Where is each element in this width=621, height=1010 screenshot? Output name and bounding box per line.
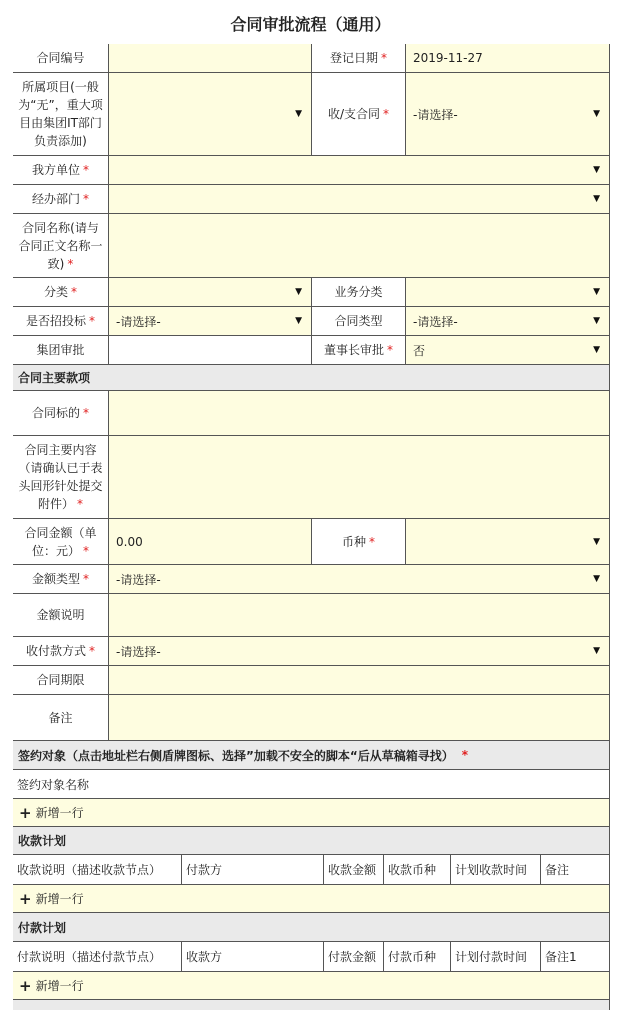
chevron-down-icon: ▼ [593,194,600,204]
contract-name-input[interactable] [109,214,610,278]
reg-date-label: 登记日期 * [312,44,406,73]
contract-no-label: 合同编号 [13,44,109,73]
chevron-down-icon: ▼ [593,165,600,175]
group-approval-label: 集团审批 [13,336,109,365]
group-approval-field[interactable] [109,336,312,365]
content-input[interactable] [109,436,610,519]
dept-select[interactable] [109,185,610,214]
our-unit-label: 我方单位 * [13,156,109,185]
category-select[interactable] [109,278,312,307]
pay-method-select[interactable]: -请选择- ▼ [109,637,610,666]
subject-label: 合同标的 * [13,391,109,436]
receive-header-remark: 备注 [541,855,610,885]
contract-type-label: 合同类型 [312,307,406,336]
section-receive-plan: 收款计划 [13,827,610,855]
chevron-down-icon: ▼ [593,316,600,326]
project-label: 所属项目(一般为“无”，重大项目由集团IT部门负责添加) [13,73,109,156]
contract-name-label: 合同名称(请与合同正文名称一致) * [13,214,109,278]
remark-input[interactable] [109,695,610,741]
pay-header-amount: 付款金额 [324,942,384,972]
amount-note-label: 金额说明 [13,594,109,637]
in-out-select[interactable]: -请选择- ▼ [406,73,610,156]
sign-add-row-button[interactable]: + 新增一行 [13,799,610,827]
pay-header-desc: 付款说明（描述付款节点） [13,942,182,972]
plus-icon: + [19,889,32,908]
amount-note-input[interactable] [109,594,610,637]
subject-input[interactable] [109,391,610,436]
chevron-down-icon: ▼ [593,109,600,119]
chairman-approval-label: 董事长审批 * [312,336,406,365]
biz-category-label: 业务分类 [312,278,406,307]
chevron-down-icon: ▼ [593,646,600,656]
period-label: 合同期限 [13,666,109,695]
pay-method-label: 收付款方式 * [13,637,109,666]
dept-label: 经办部门 * [13,185,109,214]
page-title: 合同审批流程（通用） [230,15,391,34]
pay-header-date: 计划付款时间 [451,942,541,972]
currency-select[interactable] [406,519,610,565]
in-out-label: 收/支合同 * [312,73,406,156]
receive-header-desc: 收款说明（描述收款节点） [13,855,182,885]
form-bottom-strip [13,1000,610,1010]
biz-category-select[interactable] [406,278,610,307]
receive-header-payer: 付款方 [182,855,324,885]
bidding-label: 是否招投标 * [13,307,109,336]
currency-label: 币种 * [312,519,406,565]
bidding-select[interactable]: -请选择- ▼ [109,307,312,336]
pay-header-payee: 收款方 [182,942,324,972]
receive-header-date: 计划收款时间 [451,855,541,885]
pay-header-currency: 付款币种 [384,942,451,972]
chevron-down-icon: ▼ [593,536,600,547]
chevron-down-icon: ▼ [593,345,600,355]
section-main-terms: 合同主要款项 [13,365,610,391]
contract-type-select[interactable]: -请选择- ▼ [406,307,610,336]
amount-input[interactable]: 0.00 [109,519,312,565]
amount-type-label: 金额类型 * [13,565,109,594]
plus-icon: + [19,803,32,822]
chevron-down-icon: ▼ [593,574,600,584]
plus-icon: + [19,976,32,995]
period-input[interactable] [109,666,610,695]
pay-header-remark: 备注1 [541,942,610,972]
our-unit-select[interactable] [109,156,610,185]
chevron-down-icon: ▼ [295,109,302,119]
remark-label: 备注 [13,695,109,741]
chevron-down-icon: ▼ [295,287,302,297]
section-sign-party: 签约对象（点击地址栏右侧盾牌图标、选择”加载不安全的脚本“后从草稿箱寻找） * [13,741,610,770]
section-pay-plan: 付款计划 [13,913,610,942]
chevron-down-icon: ▼ [295,316,302,326]
contract-no-input[interactable] [109,44,312,73]
project-select[interactable] [109,73,312,156]
category-label: 分类 * [13,278,109,307]
receive-add-row-button[interactable]: + 新增一行 [13,885,610,913]
amount-label: 合同金额（单位：元） * [13,519,109,565]
receive-header-amount: 收款金额 [324,855,384,885]
receive-header-currency: 收款币种 [384,855,451,885]
chairman-approval-select[interactable]: 否 ▼ [406,336,610,365]
pay-add-row-button[interactable]: + 新增一行 [13,972,610,1000]
chevron-down-icon: ▼ [593,287,600,297]
reg-date-input[interactable]: 2019-11-27 [406,44,610,73]
amount-type-select[interactable]: -请选择- ▼ [109,565,610,594]
content-label: 合同主要内容（请确认已于表头回形针处提交附件） * [13,436,109,519]
sign-party-header: 签约对象名称 [13,770,610,799]
